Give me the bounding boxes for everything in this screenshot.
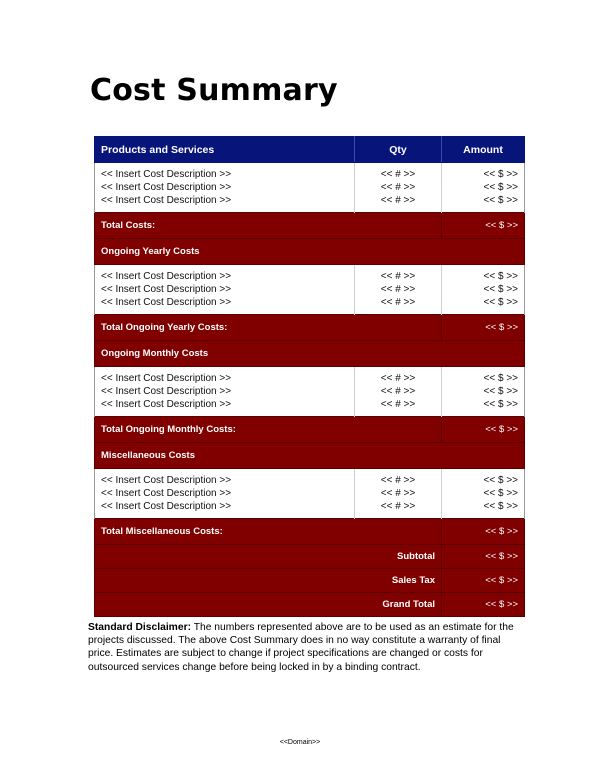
table-row [95, 469, 525, 519]
amount-value: << $ >> [483, 169, 518, 180]
cost-description: << Insert Cost Description >> [101, 501, 232, 512]
qty-value: << # >> [380, 475, 416, 486]
amount-value: << $ >> [483, 399, 518, 410]
section-heading: Ongoing Monthly Costs [95, 341, 525, 367]
header-amount: Amount [442, 137, 525, 163]
amount-value: << $ >> [483, 488, 518, 499]
cost-description: << Insert Cost Description >> [101, 488, 232, 499]
total-label: Total Ongoing Yearly Costs: [95, 315, 442, 341]
qty-cell [355, 163, 442, 213]
cost-description-cell [95, 163, 355, 213]
total-label: Total Costs: [95, 213, 442, 239]
amount-cell [442, 265, 525, 315]
standard-disclaimer [88, 621, 518, 674]
total-amount: << $ >> [442, 315, 525, 341]
qty-value: << # >> [380, 399, 416, 410]
table-row [95, 265, 525, 315]
qty-value: << # >> [380, 501, 416, 512]
cost-description: << Insert Cost Description >> [101, 195, 232, 206]
qty-value: << # >> [380, 297, 416, 308]
section-total-row [95, 315, 525, 341]
subtotal-amount: << $ >> [442, 545, 525, 569]
cost-description: << Insert Cost Description >> [101, 182, 232, 193]
summary-row-subtotal [95, 545, 525, 569]
disclaimer-label: Standard Disclaimer: [88, 622, 192, 633]
footer-domain: <<Domain>> [279, 739, 321, 746]
subtotal-label: Subtotal [95, 545, 442, 569]
qty-value: << # >> [380, 373, 416, 384]
amount-value: << $ >> [483, 182, 518, 193]
section-total-row [95, 519, 525, 545]
qty-cell [355, 367, 442, 417]
page-title: Cost Summary [90, 73, 338, 108]
total-label: Total Miscellaneous Costs: [95, 519, 442, 545]
header-qty: Qty [355, 137, 442, 163]
disclaimer-text: The numbers represented above are to be used as an estimate for the projects discussed. The above Cost Summary does in no way constitute a warranty of final price. Estimates are subject to change if project specifications are changed or costs for outsourced services change before being locked in by a binding contract. [88, 622, 514, 673]
qty-value: << # >> [380, 284, 416, 295]
qty-value: << # >> [380, 488, 416, 499]
qty-value: << # >> [380, 182, 416, 193]
table-header-row [95, 137, 525, 163]
amount-value: << $ >> [483, 501, 518, 512]
cost-description: << Insert Cost Description >> [101, 169, 232, 180]
qty-value: << # >> [380, 386, 416, 397]
section-total-row [95, 213, 525, 239]
cost-description: << Insert Cost Description >> [101, 386, 232, 397]
summary-row-sales-tax [95, 569, 525, 593]
cost-description-cell [95, 265, 355, 315]
section-total-row [95, 417, 525, 443]
cost-description: << Insert Cost Description >> [101, 271, 232, 282]
total-amount: << $ >> [442, 213, 525, 239]
amount-value: << $ >> [483, 475, 518, 486]
section-heading: Miscellaneous Costs [95, 443, 525, 469]
cost-description-cell [95, 367, 355, 417]
cost-description-cell [95, 469, 355, 519]
section-heading-row [95, 239, 525, 265]
amount-value: << $ >> [483, 386, 518, 397]
qty-value: << # >> [380, 195, 416, 206]
section-heading-row [95, 341, 525, 367]
grand-total-amount: << $ >> [442, 593, 525, 617]
cost-description: << Insert Cost Description >> [101, 399, 232, 410]
cost-description: << Insert Cost Description >> [101, 297, 232, 308]
total-amount: << $ >> [442, 417, 525, 443]
header-products: Products and Services [95, 137, 355, 163]
cost-description: << Insert Cost Description >> [101, 373, 232, 384]
amount-cell [442, 163, 525, 213]
qty-cell [355, 265, 442, 315]
amount-value: << $ >> [483, 271, 518, 282]
total-label: Total Ongoing Monthly Costs: [95, 417, 442, 443]
grand-total-label: Grand Total [95, 593, 442, 617]
summary-row-grand-total [95, 593, 525, 617]
amount-cell [442, 367, 525, 417]
amount-value: << $ >> [483, 373, 518, 384]
section-heading-row [95, 443, 525, 469]
qty-cell [355, 469, 442, 519]
table-row [95, 367, 525, 417]
section-heading: Ongoing Yearly Costs [95, 239, 525, 265]
qty-value: << # >> [380, 271, 416, 282]
sales-tax-amount: << $ >> [442, 569, 525, 593]
amount-value: << $ >> [483, 284, 518, 295]
sales-tax-label: Sales Tax [95, 569, 442, 593]
cost-description: << Insert Cost Description >> [101, 475, 232, 486]
amount-cell [442, 469, 525, 519]
amount-value: << $ >> [483, 297, 518, 308]
cost-description: << Insert Cost Description >> [101, 284, 232, 295]
table-row [95, 163, 525, 213]
total-amount: << $ >> [442, 519, 525, 545]
qty-value: << # >> [380, 169, 416, 180]
cost-summary-table [94, 136, 525, 617]
amount-value: << $ >> [483, 195, 518, 206]
